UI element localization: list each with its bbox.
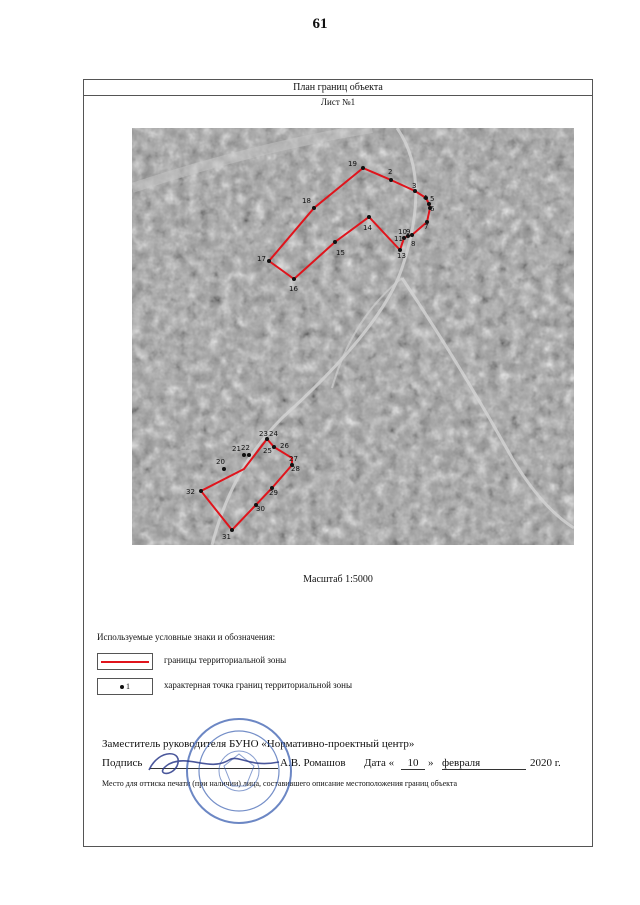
svg-text:7: 7 — [424, 223, 429, 231]
svg-text:30: 30 — [256, 505, 265, 513]
svg-text:18: 18 — [302, 197, 311, 205]
svg-text:2: 2 — [388, 168, 393, 176]
red-line-icon — [101, 661, 149, 663]
sheet-number: Лист №1 — [320, 97, 356, 107]
legend-point-number: 1 — [126, 682, 130, 691]
document-frame — [83, 79, 593, 847]
aerial-map — [132, 128, 574, 545]
svg-text:28: 28 — [291, 465, 300, 473]
svg-text:8: 8 — [411, 240, 416, 248]
svg-text:5: 5 — [430, 195, 435, 203]
svg-text:13: 13 — [397, 252, 406, 260]
signer-name: А.В. Ромашов — [280, 757, 346, 769]
svg-text:24: 24 — [269, 430, 278, 438]
svg-text:22: 22 — [241, 444, 250, 452]
svg-text:11: 11 — [394, 235, 403, 243]
dot-icon — [120, 685, 124, 689]
map-scale: Масштаб 1:5000 — [303, 574, 373, 585]
svg-text:3: 3 — [412, 182, 417, 190]
handwritten-signature — [139, 748, 289, 780]
svg-text:14: 14 — [363, 224, 372, 232]
legend-label-boundary: границы территориальной зоны — [164, 655, 287, 665]
legend-label-point: характерная точка границ территориальной зоны — [164, 680, 353, 690]
date-day: 10 — [401, 757, 425, 770]
svg-text:16: 16 — [289, 285, 298, 293]
svg-text:25: 25 — [263, 447, 272, 455]
svg-text:32: 32 — [186, 488, 195, 496]
legend-symbol-point — [97, 678, 153, 695]
date-month: февраля — [442, 757, 526, 770]
svg-text:29: 29 — [269, 489, 278, 497]
svg-text:15: 15 — [336, 249, 345, 257]
svg-text:4: 4 — [423, 194, 428, 202]
date-label: Дата « — [364, 757, 395, 769]
svg-text:26: 26 — [280, 442, 289, 450]
svg-text:23: 23 — [259, 430, 268, 438]
svg-text:9: 9 — [406, 228, 411, 236]
legend-title: Используемые условные знаки и обозначения: — [97, 632, 276, 642]
date-year: 2020 г. — [530, 757, 561, 769]
svg-text:21: 21 — [232, 445, 241, 453]
signature-label: Подпись — [102, 757, 143, 769]
document-title: План границ объекта — [84, 80, 592, 96]
svg-text:10: 10 — [398, 228, 407, 236]
svg-text:27: 27 — [289, 455, 298, 463]
svg-text:6: 6 — [430, 205, 435, 213]
svg-text:17: 17 — [257, 255, 266, 263]
seal-note: Место для оттиска печати (при наличии) лица, составившего описание местоположения границ объекта — [102, 779, 458, 788]
svg-text:31: 31 — [222, 533, 231, 541]
signer-position: Заместитель руководителя БУНО «Нормативно-проектный центр» — [102, 738, 415, 750]
legend-symbol-boundary — [97, 653, 153, 670]
svg-text:20: 20 — [216, 458, 225, 466]
date-separator: » — [428, 757, 434, 769]
map-canvas — [132, 128, 574, 545]
page-number: 61 — [312, 16, 328, 32]
svg-text:19: 19 — [348, 160, 357, 168]
